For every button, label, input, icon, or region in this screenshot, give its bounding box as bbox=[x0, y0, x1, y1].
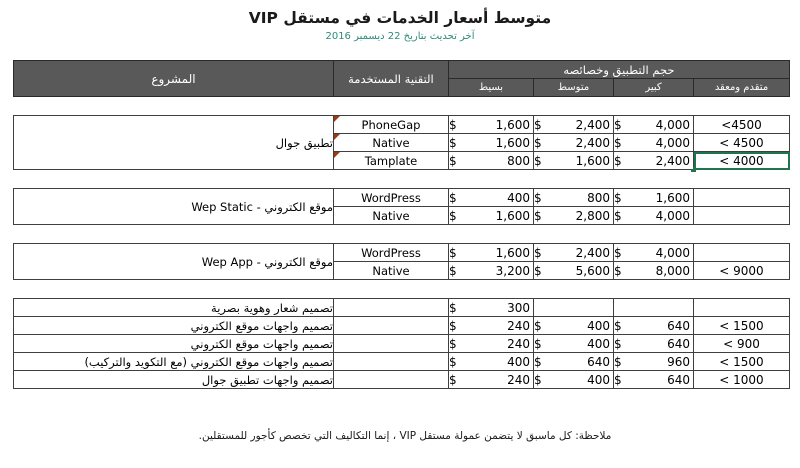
cell-value: 3,200 bbox=[495, 263, 530, 278]
currency-symbol: $ bbox=[614, 263, 622, 278]
currency-symbol: $ bbox=[534, 263, 542, 278]
spacer bbox=[14, 170, 790, 188]
cell-medium[interactable] bbox=[534, 262, 614, 280]
cell-medium[interactable] bbox=[534, 335, 614, 353]
cell-value: 1,600 bbox=[495, 245, 530, 260]
currency-symbol: $ bbox=[534, 336, 542, 351]
cell-medium[interactable] bbox=[534, 299, 614, 317]
cell-value: 800 bbox=[587, 190, 610, 205]
currency-symbol: $ bbox=[614, 336, 622, 351]
cell-advanced[interactable] bbox=[694, 244, 790, 262]
cell-simple[interactable] bbox=[449, 134, 534, 152]
title-block bbox=[0, 0, 800, 44]
cell-value: 240 bbox=[507, 336, 530, 351]
cell-large[interactable] bbox=[614, 371, 694, 389]
cell-technology[interactable] bbox=[334, 244, 449, 262]
cell-simple[interactable] bbox=[449, 371, 534, 389]
cell-value: 1,600 bbox=[495, 135, 530, 150]
currency-symbol: $ bbox=[449, 263, 457, 278]
table-row bbox=[14, 353, 790, 371]
cell-large[interactable] bbox=[614, 262, 694, 280]
cell-project[interactable] bbox=[14, 299, 334, 317]
cell-simple[interactable] bbox=[449, 262, 534, 280]
column-header-technology: التقنية المستخدمة bbox=[333, 61, 448, 97]
cell-advanced[interactable]: < 900 bbox=[694, 335, 790, 353]
table-row bbox=[14, 317, 790, 335]
cell-technology[interactable] bbox=[334, 299, 449, 317]
cell-simple[interactable] bbox=[449, 152, 534, 170]
currency-symbol: $ bbox=[614, 208, 622, 223]
cell-large[interactable] bbox=[614, 335, 694, 353]
cell-large[interactable] bbox=[614, 353, 694, 371]
cell-value: 400 bbox=[507, 190, 530, 205]
cell-project[interactable] bbox=[14, 335, 334, 353]
cell-value: 960 bbox=[667, 354, 690, 369]
cell-simple[interactable] bbox=[449, 116, 534, 134]
currency-symbol: $ bbox=[449, 318, 457, 333]
technology-label: Native bbox=[372, 135, 410, 150]
technology-label: PhoneGap bbox=[361, 117, 421, 132]
spacer bbox=[14, 280, 790, 298]
currency-symbol: $ bbox=[449, 300, 457, 315]
technology-label: Native bbox=[372, 208, 410, 223]
cell-medium[interactable] bbox=[534, 116, 614, 134]
currency-symbol: $ bbox=[449, 135, 457, 150]
spacer bbox=[14, 97, 790, 115]
technology-label: Tamplate bbox=[364, 153, 418, 168]
cell-value: 1,600 bbox=[495, 208, 530, 223]
currency-symbol: $ bbox=[534, 153, 542, 168]
cell-advanced[interactable] bbox=[694, 189, 790, 207]
cell-value: 2,400 bbox=[575, 245, 610, 260]
cell-medium[interactable] bbox=[534, 207, 614, 225]
cell-value: 4,000 bbox=[655, 245, 690, 260]
currency-symbol: $ bbox=[534, 117, 542, 132]
cell-advanced[interactable] bbox=[694, 299, 790, 317]
cell-project[interactable] bbox=[14, 371, 334, 389]
cell-simple[interactable] bbox=[449, 335, 534, 353]
currency-symbol: $ bbox=[449, 208, 457, 223]
cell-value: 4,000 bbox=[655, 117, 690, 132]
currency-symbol: $ bbox=[534, 372, 542, 387]
currency-symbol: $ bbox=[614, 135, 622, 150]
currency-symbol: $ bbox=[534, 208, 542, 223]
cell-value: 240 bbox=[507, 372, 530, 387]
last-updated-subtitle: آخر تحديث بتاريخ 22 ديسمبر 2016 bbox=[325, 31, 475, 42]
currency-symbol: $ bbox=[449, 336, 457, 351]
column-header-project: المشروع bbox=[13, 61, 333, 97]
cell-technology[interactable] bbox=[334, 134, 449, 152]
cell-simple[interactable] bbox=[449, 299, 534, 317]
cell-value: 1,600 bbox=[655, 190, 690, 205]
cell-technology[interactable] bbox=[334, 152, 449, 170]
table-section bbox=[13, 243, 790, 280]
comment-marker-icon bbox=[334, 134, 340, 140]
cell-value: 2,400 bbox=[575, 135, 610, 150]
cell-value: 640 bbox=[587, 354, 610, 369]
project-label: تصميم واجهات موقع الكتروني bbox=[190, 318, 333, 333]
cell-value: 1,600 bbox=[495, 117, 530, 132]
currency-symbol: $ bbox=[614, 245, 622, 260]
table-section bbox=[13, 115, 790, 170]
cell-large[interactable] bbox=[614, 207, 694, 225]
cell-value: 2,400 bbox=[575, 117, 610, 132]
currency-symbol: $ bbox=[449, 190, 457, 205]
currency-symbol: $ bbox=[449, 354, 457, 369]
cell-value: 400 bbox=[587, 318, 610, 333]
project-label: موقع الكتروني - Wep App bbox=[201, 254, 333, 269]
table-header bbox=[13, 60, 790, 97]
cell-advanced[interactable]: < 4000 bbox=[694, 152, 790, 170]
cell-technology[interactable] bbox=[334, 116, 449, 134]
currency-symbol: $ bbox=[449, 372, 457, 387]
project-label: تطبيق جوال bbox=[275, 135, 333, 150]
cell-medium[interactable] bbox=[534, 371, 614, 389]
comment-marker-icon bbox=[334, 152, 340, 158]
spacer bbox=[14, 225, 790, 243]
cell-value: 640 bbox=[667, 318, 690, 333]
cell-simple[interactable] bbox=[449, 353, 534, 371]
cell-value: 4,000 bbox=[655, 135, 690, 150]
column-header-advanced: متقدم ومعقد bbox=[694, 79, 790, 97]
table-row bbox=[14, 189, 790, 207]
table-row bbox=[14, 116, 790, 134]
currency-symbol: $ bbox=[534, 190, 542, 205]
cell-medium[interactable] bbox=[534, 152, 614, 170]
cell-value: 2,400 bbox=[655, 153, 690, 168]
currency-symbol: $ bbox=[614, 318, 622, 333]
currency-symbol: $ bbox=[614, 153, 622, 168]
cell-medium[interactable] bbox=[534, 189, 614, 207]
cell-technology[interactable] bbox=[334, 335, 449, 353]
cell-medium[interactable] bbox=[534, 134, 614, 152]
table-row bbox=[14, 335, 790, 353]
table-row bbox=[14, 244, 790, 262]
currency-symbol: $ bbox=[614, 190, 622, 205]
cell-advanced[interactable]: < 1500 bbox=[694, 317, 790, 335]
cell-technology[interactable] bbox=[334, 189, 449, 207]
cell-large[interactable] bbox=[614, 134, 694, 152]
cell-project[interactable] bbox=[14, 116, 334, 170]
cell-advanced[interactable]: < 1500 bbox=[694, 353, 790, 371]
cell-project[interactable] bbox=[14, 353, 334, 371]
currency-symbol: $ bbox=[534, 135, 542, 150]
project-label: تصميم واجهات تطبيق جوال bbox=[201, 372, 333, 387]
column-header-medium: متوسط bbox=[534, 79, 614, 97]
project-label: تصميم شعار وهوية بصرية bbox=[211, 300, 333, 315]
cell-value: 400 bbox=[587, 336, 610, 351]
cell-advanced[interactable]: < 1000 bbox=[694, 371, 790, 389]
currency-symbol: $ bbox=[449, 153, 457, 168]
cell-technology[interactable] bbox=[334, 262, 449, 280]
cell-value: 5,600 bbox=[575, 263, 610, 278]
cell-value: 800 bbox=[507, 153, 530, 168]
cell-technology[interactable] bbox=[334, 353, 449, 371]
cell-large[interactable] bbox=[614, 317, 694, 335]
cell-value: 8,000 bbox=[655, 263, 690, 278]
table-section bbox=[13, 298, 790, 389]
cell-value: 2,800 bbox=[575, 208, 610, 223]
comment-marker-icon bbox=[334, 116, 340, 122]
cell-value: 4,000 bbox=[655, 208, 690, 223]
cell-project[interactable] bbox=[14, 189, 334, 225]
cell-project[interactable] bbox=[14, 317, 334, 335]
currency-symbol: $ bbox=[534, 354, 542, 369]
currency-symbol: $ bbox=[614, 354, 622, 369]
cell-advanced[interactable]: < 4500 bbox=[694, 134, 790, 152]
cell-project[interactable] bbox=[14, 244, 334, 280]
project-label: تصميم واجهات موقع الكتروني bbox=[190, 336, 333, 351]
technology-label: Native bbox=[372, 263, 410, 278]
cell-medium[interactable] bbox=[534, 244, 614, 262]
cell-value: 1,600 bbox=[575, 153, 610, 168]
table-row bbox=[14, 299, 790, 317]
cell-value: 400 bbox=[587, 372, 610, 387]
currency-symbol: $ bbox=[449, 245, 457, 260]
column-header-large: كبير bbox=[614, 79, 694, 97]
project-label: موقع الكتروني - Wep Static bbox=[191, 199, 333, 214]
currency-symbol: $ bbox=[449, 117, 457, 132]
currency-symbol: $ bbox=[614, 372, 622, 387]
cell-technology[interactable] bbox=[334, 371, 449, 389]
header-row-top bbox=[13, 61, 789, 79]
cell-large[interactable] bbox=[614, 244, 694, 262]
table-row bbox=[14, 371, 790, 389]
column-header-simple: بسيط bbox=[448, 79, 533, 97]
currency-symbol: $ bbox=[534, 245, 542, 260]
cell-value: 240 bbox=[507, 318, 530, 333]
cell-medium[interactable] bbox=[534, 353, 614, 371]
cell-large[interactable] bbox=[614, 116, 694, 134]
table-section bbox=[13, 188, 790, 225]
cell-advanced[interactable] bbox=[694, 207, 790, 225]
cell-value: 300 bbox=[507, 300, 530, 315]
cell-simple[interactable] bbox=[449, 317, 534, 335]
cell-value: 640 bbox=[667, 372, 690, 387]
cell-simple[interactable] bbox=[449, 244, 534, 262]
cell-advanced[interactable]: <4500 bbox=[694, 116, 790, 134]
cell-simple[interactable] bbox=[449, 189, 534, 207]
cell-simple[interactable] bbox=[449, 207, 534, 225]
cell-medium[interactable] bbox=[534, 317, 614, 335]
cell-large[interactable] bbox=[614, 189, 694, 207]
pricing-sheet bbox=[14, 60, 790, 389]
cell-technology[interactable] bbox=[334, 317, 449, 335]
technology-label: WordPress bbox=[361, 190, 421, 205]
technology-label: WordPress bbox=[361, 245, 421, 260]
cell-advanced[interactable]: < 9000 bbox=[694, 262, 790, 280]
cell-large[interactable] bbox=[614, 299, 694, 317]
cell-value: 400 bbox=[507, 354, 530, 369]
column-header-size-group: حجم التطبيق وخصائصه bbox=[448, 61, 789, 79]
footer-note: ملاحظة: كل ماسبق لا يتضمن عمولة مستقل VIP ، إنما التكاليف التي تخصص كأجور للمستقلين. bbox=[198, 430, 612, 442]
project-label: تصميم واجهات موقع الكتروني (مع التكويد والتركيب) bbox=[84, 354, 333, 369]
currency-symbol: $ bbox=[614, 117, 622, 132]
table-sections bbox=[14, 115, 790, 389]
page-title: متوسط أسعار الخدمات في مستقل VIP bbox=[248, 9, 552, 27]
currency-symbol: $ bbox=[534, 318, 542, 333]
cell-value: 640 bbox=[667, 336, 690, 351]
cell-technology[interactable] bbox=[334, 207, 449, 225]
cell-large[interactable] bbox=[614, 152, 694, 170]
